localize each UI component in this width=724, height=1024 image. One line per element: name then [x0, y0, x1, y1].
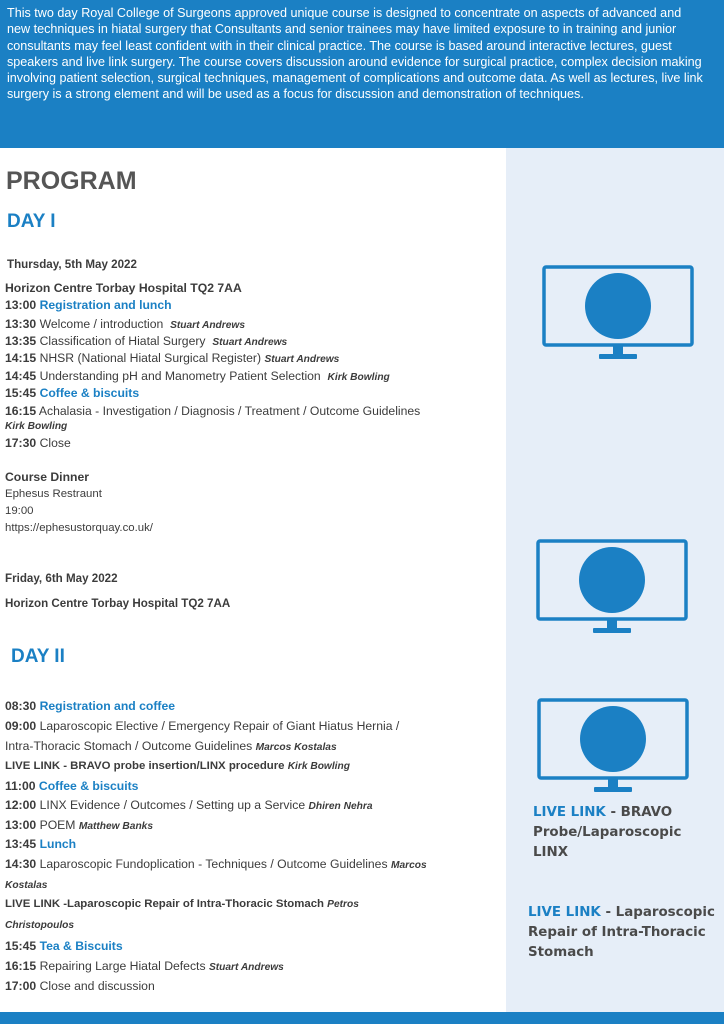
dinner-heading: Course Dinner	[5, 470, 89, 484]
speaker-name: Kirk Bowling	[5, 421, 68, 432]
day1-venue: Horizon Centre Torbay Hospital TQ2 7AA	[5, 281, 242, 295]
schedule-item-cont: Intra-Thoracic Stomach / Outcome Guidelines Marcos Kostalas	[5, 739, 337, 753]
program-heading: PROGRAM	[6, 167, 137, 195]
day1-date: Thursday, 5th May 2022	[7, 258, 137, 271]
schedule-item: 17:00 Close and discussion	[5, 979, 155, 993]
schedule-item: 17:30 Close	[5, 436, 71, 450]
schedule-item: 15:45 Tea & Biscuits	[5, 939, 123, 953]
intro-banner	[0, 0, 724, 148]
schedule-item: 13:00 POEM Matthew Banks	[5, 818, 154, 832]
schedule-item: 13:45 Lunch	[5, 837, 77, 851]
day2-heading: DAY II	[11, 646, 65, 667]
day1-heading: DAY I	[7, 211, 56, 232]
dinner-time: 19:00	[5, 505, 34, 517]
schedule-item: 13:00 Registration and lunch	[5, 298, 172, 312]
schedule-item: 13:35 Classification of Hiatal Surgery Stuart Andrews	[5, 334, 288, 348]
schedule-item: 11:00 Coffee & biscuits	[5, 779, 139, 793]
footer-bar	[0, 1012, 724, 1024]
live-link-label-bravo: LIVE LINK - BRAVO Probe/Laparoscopic LINX	[533, 805, 682, 860]
speaker-name: Christopoulos	[5, 920, 75, 931]
monitor-icon	[535, 538, 689, 636]
speaker-name: Kostalas	[5, 880, 48, 891]
intro-text: This two day Royal College of Surgeons approved unique course is designed to concentrate on aspects of advanced and new techniques in hiatal surgery that Consultants and senior trainees may have limited exposure to in training and junior consultants may feel least confident with in their clinical practice. The course is based around interactive lectures, guest speakers and live link surgery. The course covers discussion around evidence for surgical practice, complex decision making involving patient selection, surgical techniques, management of complications and outcome data. As well as lectures, live link surgery is a strong element and will be used as a focus for discussion and demonstration of techniques.	[7, 6, 703, 102]
schedule-item: 08:30 Registration and coffee	[5, 699, 175, 713]
day2-date: Friday, 6th May 2022	[5, 572, 118, 585]
schedule-item: 15:45 Coffee & biscuits	[5, 386, 140, 400]
schedule-item: 09:00 Laparoscopic Elective / Emergency Repair of Giant Hiatus Hernia /	[5, 719, 400, 733]
monitor-icon	[536, 697, 690, 795]
dinner-place: Ephesus Restraunt	[5, 488, 102, 500]
live-link-item: LIVE LINK - BRAVO probe insertion/LINX procedure Kirk Bowling	[5, 760, 350, 772]
dinner-link[interactable]: https://ephesustorquay.co.uk/	[5, 522, 153, 534]
live-link-label-repair: LIVE LINK - Laparoscopic Repair of Intra-Thoracic Stomach	[528, 905, 715, 960]
schedule-item: 13:30 Welcome / introduction Stuart Andrews	[5, 317, 246, 331]
schedule-item: 12:00 LINX Evidence / Outcomes / Setting up a Service Dhiren Nehra	[5, 798, 373, 812]
live-link-item: LIVE LINK -Laparoscopic Repair of Intra-Thoracic Stomach Petros	[5, 898, 359, 910]
schedule-item: 14:30 Laparoscopic Fundoplication - Techniques / Outcome Guidelines Marcos	[5, 857, 427, 871]
monitor-icon	[541, 264, 695, 362]
day2-venue: Horizon Centre Torbay Hospital TQ2 7AA	[5, 597, 231, 610]
schedule-item: 14:15 NHSR (National Hiatal Surgical Register) Stuart Andrews	[5, 351, 340, 365]
schedule-item: 14:45 Understanding pH and Manometry Patient Selection Kirk Bowling	[5, 369, 390, 383]
schedule-item: 16:15 Achalasia - Investigation / Diagnosis / Treatment / Outcome Guidelines	[5, 404, 421, 418]
schedule-item: 16:15 Repairing Large Hiatal Defects Stuart Andrews	[5, 959, 284, 973]
